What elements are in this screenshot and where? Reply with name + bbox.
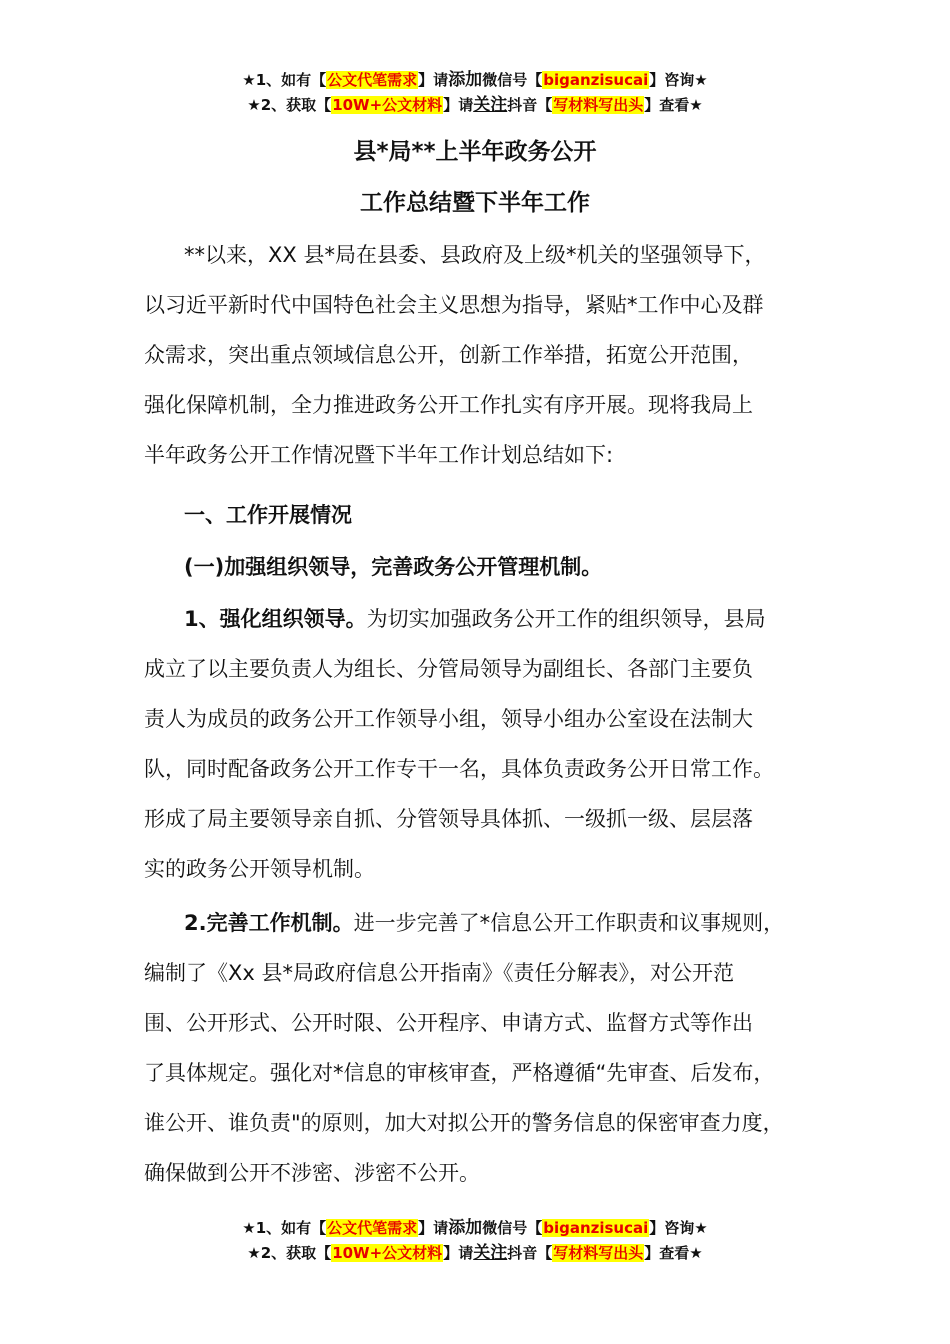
banner-text: 】请 [443,1244,474,1262]
intro-line: 众需求，突出重点领域信息公开，创新工作举措，拓宽公开范围， [144,343,753,367]
banner-text: ★2、获取【 [247,96,332,114]
doc-title-line-2: 工作总结暨下半年工作 [360,190,590,216]
banner-text: 】请 [443,96,474,114]
item-2-first-line [144,898,834,948]
item-1-line: 队，同时配备政务公开工作专干一名，具体负责政务公开日常工作。 [144,757,774,781]
banner-text: 】请 [418,1219,449,1237]
banner-douyin-id: 写材料写出头 [553,96,644,114]
banner-text: 抖音【 [507,96,553,114]
item-1-line: 形成了局主要领导亲自抓、分管领导具体抓、一级抓一级、层层落 [144,807,753,831]
banner-text: 】咨询★ [649,71,708,89]
subsection-heading: (一)加强组织领导，完善政务公开管理机制。 [184,555,603,579]
intro-line: 以习近平新时代中国特色社会主义思想为指导，紧贴*工作中心及群 [144,293,764,317]
banner-text: 微信号【 [482,1219,543,1237]
intro-line: **以来，XX 县*局在县委、县政府及上级*机关的坚强领导下， [184,243,766,267]
item-1-line: 责人为成员的政务公开工作领导小组，领导小组办公室设在法制大 [144,707,753,731]
intro-line: 半年政务公开工作情况暨下半年工作计划总结如下: [144,443,614,467]
banner-highlight: 公文代笔需求 [327,71,418,89]
banner-highlight: 公文代笔需求 [327,1219,418,1237]
footer-banner [0,1216,950,1266]
banner-text: 】咨询★ [649,1219,708,1237]
item-2-line: 围、公开形式、公开时限、公开程序、申请方式、监督方式等作出 [144,1011,753,1035]
banner-wechat-id: biganzisucai [543,71,649,89]
banner-line-1 [0,1216,950,1241]
banner-highlight: 10W+公文材料 [332,1244,443,1262]
banner-wechat-id: biganzisucai [543,1219,649,1237]
banner-text: ★2、获取【 [247,1244,332,1262]
banner-text: 抖音【 [507,1244,553,1262]
banner-text: ★1、如有【 [242,1219,327,1237]
item-1-text: 为切实加强政务公开工作的组织领导，县局 [366,607,766,631]
header-banner [0,68,950,118]
section-heading: 一、工作开展情况 [184,503,352,527]
banner-text: ★1、如有【 [242,71,327,89]
item-1-first-line [144,594,834,644]
item-2-line: 确保做到公开不涉密、涉密不公开。 [144,1161,480,1185]
banner-emphasis: 关注 [473,1243,508,1263]
banner-line-2 [0,93,950,118]
banner-emphasis: 添加 [448,1218,483,1238]
item-2-line: 编制了《Xx 县*局政府信息公开指南》《责任分解表》，对公开范 [144,961,734,985]
banner-douyin-id: 写材料写出头 [553,1244,644,1262]
item-1-line: 成立了以主要负责人为组长、分管局领导为副组长、各部门主要负 [144,657,753,681]
item-1-line: 实的政务公开领导机制。 [144,857,375,881]
item-2-line: 谁公开、谁负责"的原则，加大对拟公开的警务信息的保密审查力度， [144,1111,784,1135]
intro-line: 强化保障机制，全力推进政务公开工作扎实有序开展。现将我局上 [144,393,753,417]
item-2-text: 进一步完善了*信息公开工作职责和议事规则， [353,911,785,935]
banner-text: 】查看★ [644,96,703,114]
banner-text: 】查看★ [644,1244,703,1262]
item-1-label: 1、强化组织领导。 [184,607,367,631]
doc-body [144,230,834,1198]
banner-emphasis: 关注 [473,95,508,115]
banner-emphasis: 添加 [448,70,483,90]
banner-text: 】请 [418,71,449,89]
banner-text: 微信号【 [482,71,543,89]
banner-line-1 [0,68,950,93]
banner-highlight: 10W+公文材料 [332,96,443,114]
doc-title-line-1: 县*局**上半年政务公开 [353,139,597,165]
item-2-label: 2.完善工作机制。 [184,911,354,935]
item-2-line: 了具体规定。强化对*信息的审核审查，严格遵循“先审查、后发布， [144,1061,775,1085]
banner-line-2 [0,1241,950,1266]
